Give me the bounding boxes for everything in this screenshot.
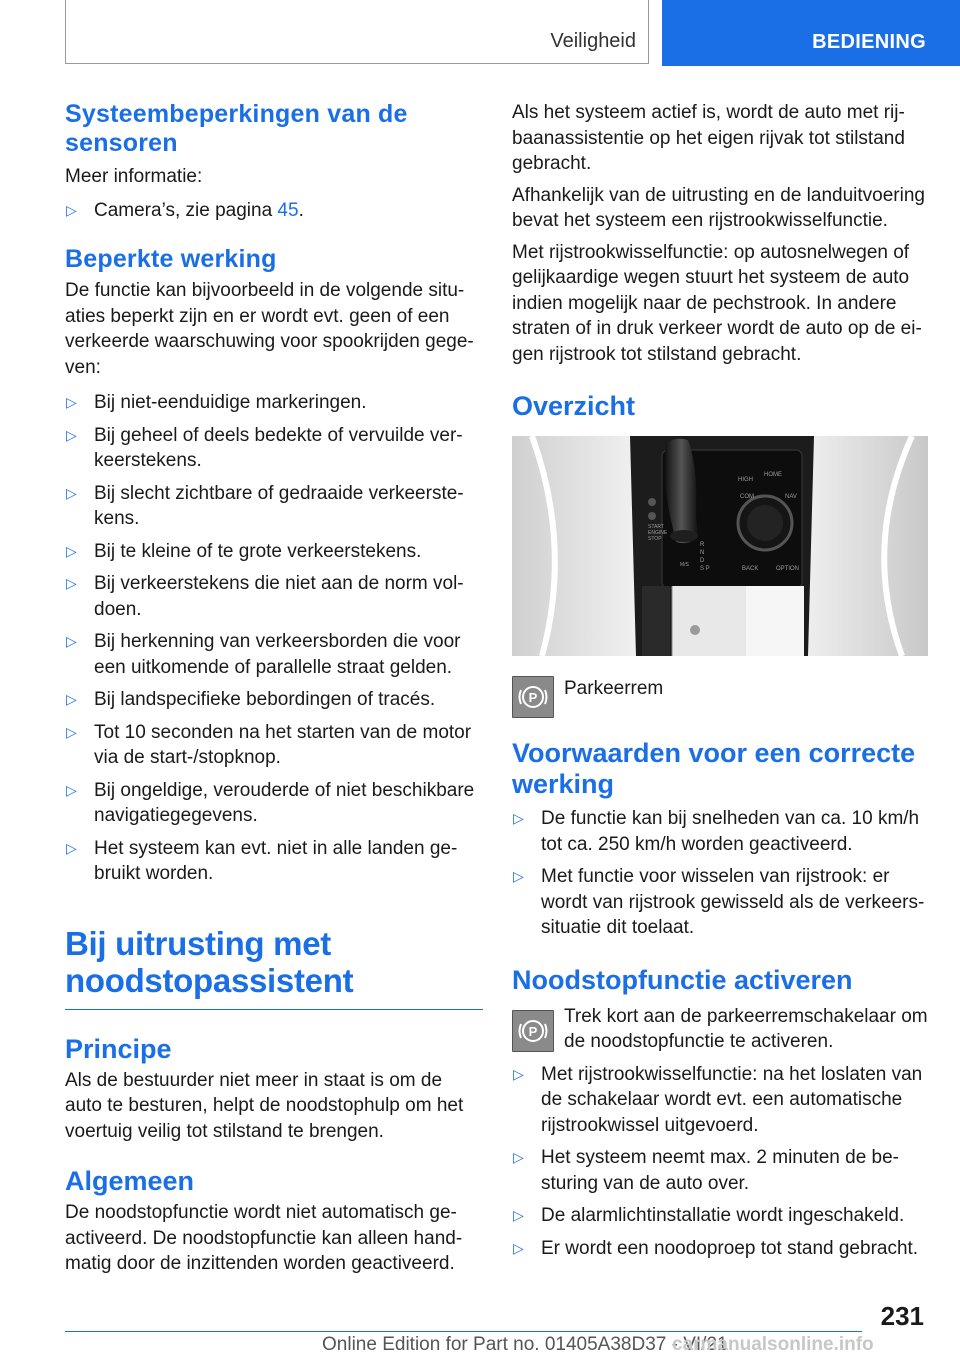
- triangle-right-icon: ▷: [66, 542, 77, 559]
- chapter-title: Bij uitrusting met noodstopassistent: [65, 924, 354, 999]
- more-info-list: [65, 198, 483, 224]
- triangle-right-icon: ▷: [66, 691, 77, 707]
- list-item: ▷ Het systeem kan evt. niet in alle landen ge- bruikt worden.: [66, 837, 458, 884]
- header-bottom-line: [65, 63, 649, 64]
- list-item: ▷ Bij niet-eenduidige markeringen.: [65, 390, 483, 416]
- principle-body: Als de bestuurder niet meer in staat is om de auto te besturen, helpt de noodstophulp om het voertuig veilig tot stilstand te brengen.: [65, 1069, 464, 1142]
- parking-brake-legend: [512, 676, 928, 728]
- list-item: ▷ Er wordt een noodoproep tot stand gebracht.: [512, 1236, 928, 1262]
- chapter-rule: [65, 1009, 483, 1010]
- list-item: ▷ Met functie voor wisselen van rijstrook: er wordt van rijstrook gewisseld als de verkeers- situatie dit toelaat.: [513, 866, 925, 938]
- triangle-right-icon: ▷: [513, 1207, 524, 1223]
- list-item: ▷ Met rijstrookwisselfunctie: na het loslaten van de schakelaar wordt evt. een automatische rijstrookwissel uitgevoerd.: [513, 1063, 923, 1136]
- list-item: ▷ De functie kan bij snelheden van ca. 10 km/h tot ca. 250 km/h worden geactiveerd.: [513, 808, 920, 855]
- svg-text:M/S: M/S: [680, 562, 689, 568]
- triangle-right-icon: ▷: [66, 201, 77, 218]
- center-console-photo: [512, 436, 928, 656]
- list-item: ▷ Tot 10 seconden na het starten van de motor via de start-/stopknop.: [66, 721, 472, 768]
- footer-rule: [65, 1331, 862, 1332]
- list-item: ▷ Bij landspecifieke bebordingen of tracés.: [65, 687, 483, 713]
- parking-brake-label: Parkeerrem: [564, 678, 664, 699]
- header-tab: [662, 0, 960, 66]
- triangle-right-icon: ▷: [66, 839, 77, 856]
- svg-text:R: R: [700, 542, 705, 548]
- triangle-right-icon: ▷: [513, 810, 524, 826]
- list-item: ▷ Camera’s, zie pagina 45.: [65, 198, 483, 224]
- section-title-limited-function: Beperkte werking: [65, 245, 277, 273]
- header-divider-left: [65, 0, 66, 64]
- header-tab-label: BEDIENING: [812, 31, 926, 53]
- triangle-right-icon: ▷: [66, 394, 77, 410]
- limited-function-body: De functie kan bijvoorbeeld in de volgende situ- aties beperkt zijn en er wordt evt. geen of een verkeerde waarschuwing voor spookrijden gege- ven:: [65, 280, 474, 378]
- svg-text:P: P: [528, 690, 538, 705]
- page-link[interactable]: 45: [277, 199, 299, 221]
- svg-text:ENGINE: ENGINE: [648, 530, 668, 536]
- svg-text:S P: S P: [700, 566, 710, 572]
- list-item: ▷ Bij herkenning van verkeersborden die voor een uitkomende of parallelle straat gelden.: [66, 631, 461, 678]
- triangle-right-icon: ▷: [66, 723, 77, 740]
- section-title-system-limits: Systeembeperkingen van de sensoren: [65, 100, 408, 157]
- parking-brake-icon: [512, 1010, 554, 1052]
- lane-change-detail-body: Met rijstrookwisselfunctie: op autosnelwegen of gelijkaardige wegen stuurt het systeem de auto indien mogelijk naar de pechstrook. In andere straten of in druk verkeer wordt de auto op de ei- gen rijstrook tot stilstand gebracht.: [512, 241, 922, 365]
- left-column: [65, 100, 483, 1277]
- footer-edition: Online Edition for Part no. 01405A38D37 - VI/21: [322, 1334, 728, 1355]
- svg-text:P: P: [528, 1023, 538, 1039]
- more-info-label: Meer informatie:: [65, 166, 203, 187]
- parking-brake-icon: [512, 676, 554, 718]
- footer-watermark: carmanualsonline.info: [672, 1334, 874, 1355]
- right-column: [512, 100, 928, 1261]
- svg-text:D: D: [700, 558, 705, 564]
- center-console-illustration: [512, 436, 928, 656]
- list-item: ▷ Bij te kleine of te grote verkeerstekens.: [65, 539, 483, 565]
- triangle-right-icon: ▷: [513, 1149, 524, 1165]
- triangle-right-icon: ▷: [513, 1239, 524, 1256]
- svg-text:BACK: BACK: [742, 566, 759, 572]
- section-title-general: Algemeen: [65, 1166, 195, 1196]
- svg-text:NAV: NAV: [785, 494, 797, 500]
- section-title-overview: Overzicht: [512, 391, 636, 421]
- section-title-activate-emergency-stop: Noodstopfunctie activeren: [512, 964, 853, 995]
- svg-text:START: START: [648, 524, 664, 530]
- section-title-conditions: Voorwaarden voor een correcte werking: [512, 738, 916, 799]
- list-item: ▷ Bij geheel of deels bedekte of vervuilde ver- keerstekens.: [66, 424, 463, 471]
- triangle-right-icon: ▷: [66, 484, 77, 501]
- header-section-label: Veiligheid: [550, 30, 636, 52]
- triangle-right-icon: ▷: [66, 426, 77, 443]
- svg-text:COM: COM: [740, 494, 754, 500]
- lane-change-body: Afhankelijk van de uitrusting en de landuitvoering bevat het systeem een rijstrookwisselfunctie.: [512, 184, 925, 231]
- header-divider-right: [648, 0, 649, 64]
- svg-text:STOP: STOP: [648, 536, 662, 542]
- emergency-stop-list: [512, 1062, 928, 1262]
- active-system-body: Als het systeem actief is, wordt de auto met rij- baanassistentie op het eigen rijvak tot stilstand gebracht.: [512, 102, 905, 174]
- triangle-right-icon: ▷: [513, 868, 524, 884]
- list-item: ▷ De alarmlichtinstallatie wordt ingeschakeld.: [512, 1203, 928, 1229]
- page-number: 231: [880, 1301, 924, 1331]
- emergency-stop-instruction: [512, 1004, 928, 1056]
- list-item: ▷ Bij verkeerstekens die niet aan de norm vol- doen.: [66, 573, 464, 620]
- triangle-right-icon: ▷: [66, 781, 77, 798]
- general-body: De noodstopfunctie wordt niet automatisch ge- activeerd. De noodstopfunctie kan alleen hand- matig door de inzittenden worden geactiveerd.: [65, 1202, 463, 1274]
- list-item: ▷ Bij ongeldige, verouderde of niet beschikbare navigatiegegevens.: [66, 779, 475, 826]
- triangle-right-icon: ▷: [66, 575, 77, 591]
- section-title-principle: Principe: [65, 1033, 172, 1064]
- triangle-right-icon: ▷: [66, 633, 77, 649]
- triangle-right-icon: ▷: [513, 1065, 524, 1082]
- svg-text:N: N: [700, 550, 705, 556]
- emergency-stop-instruction-text: Trek kort aan de parkeerremschakelaar om de noodstopfunctie te activeren.: [564, 1005, 928, 1052]
- limited-function-list: [65, 390, 483, 887]
- list-item: ▷ Het systeem neemt max. 2 minuten de be- sturing van de auto over.: [513, 1147, 899, 1194]
- svg-text:OPTION: OPTION: [776, 566, 800, 572]
- conditions-list: [512, 806, 928, 941]
- list-item: ▷ Bij slecht zichtbare of gedraaide verkeerste- kens.: [66, 482, 464, 529]
- svg-text:HIGH: HIGH: [738, 477, 753, 483]
- svg-text:HOME: HOME: [764, 472, 782, 478]
